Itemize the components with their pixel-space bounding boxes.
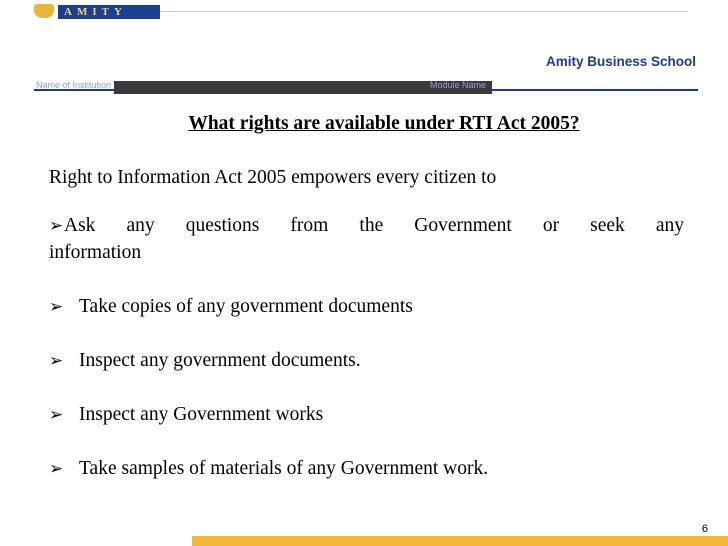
list-item-text: Inspect any government documents. — [79, 350, 361, 371]
arrow-bullet-icon: ➢ — [49, 216, 64, 235]
crest-icon — [34, 4, 54, 18]
list-item — [49, 455, 684, 482]
list-item-text: Take copies of any government documents — [79, 296, 413, 317]
intro-text: Right to Information Act 2005 empowers every citizen to — [49, 167, 497, 188]
footer-gold-bar — [192, 536, 728, 546]
list-item-continuation: information — [49, 242, 142, 263]
institution-label: Name of Institution — [36, 80, 112, 90]
list-item-text: Take samples of materials of any Government work. — [79, 458, 489, 479]
list-item — [49, 347, 684, 374]
header-band — [34, 80, 698, 96]
school-name: Amity Business School — [545, 54, 696, 69]
list-item-text: Ask any questions from the Government or seek any — [64, 215, 684, 236]
slide-title: What rights are available under RTI Act 2005? — [188, 113, 580, 134]
list-item — [49, 293, 684, 320]
arrow-bullet-icon: ➢ — [49, 405, 64, 424]
slide-body — [49, 164, 684, 509]
arrow-bullet-icon: ➢ — [49, 297, 64, 316]
list-item — [49, 401, 684, 428]
arrow-bullet-icon: ➢ — [49, 459, 64, 478]
list-item — [49, 212, 684, 266]
list-item-text: Inspect any Government works — [79, 404, 324, 425]
page-number: 6 — [701, 523, 708, 535]
module-label: Module Name — [430, 80, 487, 90]
logo-wordmark: AMITY — [58, 5, 160, 19]
amity-logo — [34, 2, 160, 20]
arrow-bullet-icon: ➢ — [49, 351, 64, 370]
